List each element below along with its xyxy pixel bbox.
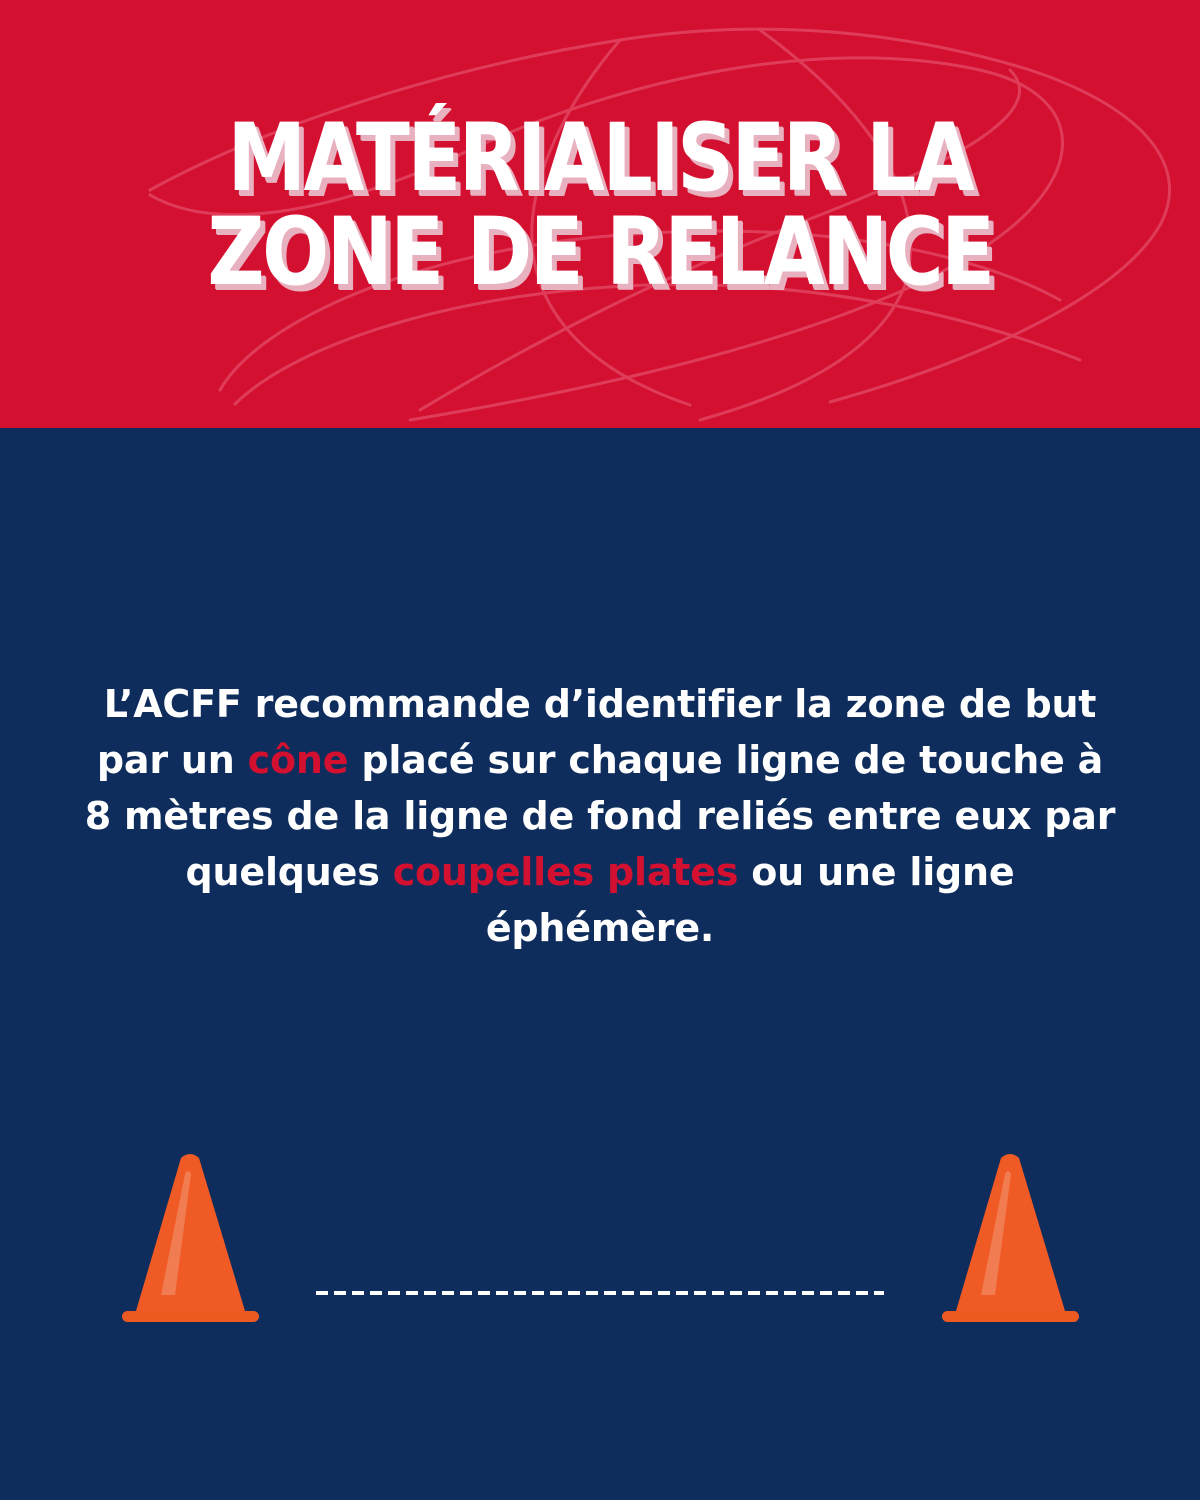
content-area: [0, 428, 1200, 1500]
recommendation-text-part-2: placé sur chaque ligne de touche à 8 mètres de la ligne de fond reliés entre eux par quelques: [84, 738, 1116, 894]
dashed-line: [316, 1291, 884, 1295]
highlight-flat-cups-text: coupelles plates: [392, 850, 739, 894]
page-title-line-2: ZONE DE RELANCE: [207, 198, 993, 307]
recommendation-text-part-3: ou une ligne éphémère.: [485, 850, 1015, 950]
traffic-cone-icon: [938, 1152, 1083, 1332]
page-title: [96, 104, 1104, 307]
header-band: [0, 0, 1200, 428]
recommendation-text-part-1: L’ACFF recommande d’identifier la zone de but par un: [96, 682, 1097, 782]
recommendation-text: [80, 676, 1120, 956]
highlight-cone-text: cône: [247, 738, 349, 782]
page-title-line-1: MATÉRIALISER LA: [227, 104, 973, 213]
traffic-cone-icon: [118, 1152, 263, 1332]
